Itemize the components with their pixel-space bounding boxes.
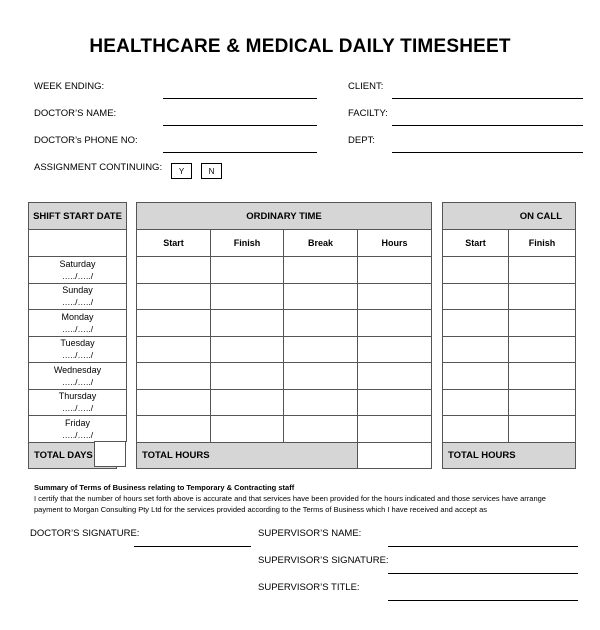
day-cell-sunday[interactable] [29, 283, 127, 310]
day-cell-wednesday[interactable] [29, 363, 127, 390]
time-cell[interactable] [284, 363, 358, 390]
time-cell[interactable] [137, 257, 211, 284]
page-title: HEALTHCARE & MEDICAL DAILY TIMESHEET [89, 36, 511, 57]
on-call-cell[interactable] [509, 389, 576, 416]
doctor-phone-field[interactable] [163, 152, 317, 153]
date-placeholder: …../…../ [61, 403, 94, 414]
shift-blank-cell [29, 230, 127, 257]
facility-label: FACILTY: [348, 108, 388, 119]
date-placeholder: …../…../ [61, 376, 94, 387]
on-call-cell[interactable] [509, 257, 576, 284]
on-call-cell[interactable] [443, 389, 509, 416]
on-call-cell[interactable] [443, 283, 509, 310]
time-cell[interactable] [137, 283, 211, 310]
ordinary-total-hours-label: TOTAL HOURS [137, 442, 358, 468]
time-cell[interactable] [358, 416, 432, 443]
doctor-phone-label: DOCTOR’s PHONE NO: [34, 135, 138, 146]
date-placeholder: …../…../ [61, 429, 94, 440]
doctor-signature-field[interactable] [134, 546, 251, 547]
date-placeholder: …../…../ [61, 323, 94, 334]
day-cell-friday[interactable] [29, 416, 127, 443]
day-name: Monday [61, 311, 94, 322]
time-cell[interactable] [211, 310, 284, 337]
day-cell-tuesday[interactable] [29, 336, 127, 363]
ordinary-finish-header: Finish [211, 230, 284, 257]
supervisor-title-label: SUPERVISOR’S TITLE: [258, 582, 360, 593]
doctor-signature-label: DOCTOR’S SIGNATURE: [30, 528, 140, 539]
time-cell[interactable] [358, 389, 432, 416]
total-days-label: TOTAL DAYS [29, 442, 127, 468]
on-call-cell[interactable] [509, 336, 576, 363]
time-cell[interactable] [137, 310, 211, 337]
on-call-finish-header: Finish [509, 230, 576, 257]
time-cell[interactable] [284, 283, 358, 310]
date-placeholder: …../…../ [61, 270, 94, 281]
on-call-header: ON CALL [443, 203, 576, 230]
time-cell[interactable] [358, 257, 432, 284]
time-cell[interactable] [137, 389, 211, 416]
day-name: Friday [64, 417, 90, 428]
on-call-cell[interactable] [443, 416, 509, 443]
doctor-name-field[interactable] [163, 125, 317, 126]
assignment-yes-checkbox[interactable]: Y [171, 163, 192, 179]
time-cell[interactable] [137, 416, 211, 443]
dept-label: DEPT: [348, 135, 375, 146]
time-cell[interactable] [358, 310, 432, 337]
day-name: Thursday [58, 391, 97, 402]
time-cell[interactable] [211, 257, 284, 284]
client-field[interactable] [392, 98, 583, 99]
time-cell[interactable] [358, 336, 432, 363]
time-cell[interactable] [284, 336, 358, 363]
time-cell[interactable] [211, 283, 284, 310]
supervisor-name-field[interactable] [388, 546, 578, 547]
supervisor-signature-field[interactable] [388, 573, 578, 574]
day-name: Wednesday [53, 364, 102, 375]
on-call-cell[interactable] [443, 363, 509, 390]
time-cell[interactable] [211, 389, 284, 416]
summary-text: I certify that the number of hours set forth above is accurate and that services have been provided for the hours indicated and those services have arrange payment to Morgan Consulting Pty Ltd for the services provided according to the Terms of Business which I have received and accept as [34, 494, 546, 514]
on-call-cell[interactable] [509, 310, 576, 337]
supervisor-signature-label: SUPERVISOR’S SIGNATURE: [258, 555, 389, 566]
time-cell[interactable] [284, 389, 358, 416]
day-cell-saturday[interactable] [29, 257, 127, 284]
time-cell[interactable] [284, 310, 358, 337]
day-cell-thursday[interactable] [29, 389, 127, 416]
time-cell[interactable] [358, 363, 432, 390]
time-cell[interactable] [358, 283, 432, 310]
week-ending-field[interactable] [163, 98, 317, 99]
time-cell[interactable] [211, 416, 284, 443]
supervisor-title-field[interactable] [388, 600, 578, 601]
client-label: CLIENT: [348, 81, 384, 92]
time-cell[interactable] [284, 416, 358, 443]
time-cell[interactable] [211, 336, 284, 363]
on-call-cell[interactable] [443, 310, 509, 337]
supervisor-name-label: SUPERVISOR’S NAME: [258, 528, 362, 539]
ordinary-break-header: Break [284, 230, 358, 257]
on-call-total-hours-label: TOTAL HOURS [443, 442, 576, 468]
on-call-start-header: Start [443, 230, 509, 257]
total-days-value[interactable] [94, 441, 126, 467]
date-placeholder: …../…../ [61, 297, 94, 308]
on-call-cell[interactable] [509, 416, 576, 443]
time-cell[interactable] [137, 336, 211, 363]
on-call-cell[interactable] [443, 336, 509, 363]
ordinary-start-header: Start [137, 230, 211, 257]
shift-date-table [28, 202, 137, 469]
facility-field[interactable] [392, 125, 583, 126]
assignment-no-checkbox[interactable]: N [201, 163, 222, 179]
time-cell[interactable] [211, 363, 284, 390]
shift-start-header: SHIFT START DATE [29, 203, 127, 230]
date-placeholder: …../…../ [61, 350, 94, 361]
dept-field[interactable] [392, 152, 583, 153]
day-name: Sunday [62, 285, 93, 296]
on-call-cell[interactable] [509, 363, 576, 390]
assignment-label: ASSIGNMENT CONTINUING: [34, 162, 163, 173]
doctor-name-label: DOCTOR’S NAME: [34, 108, 117, 119]
on-call-cell[interactable] [443, 257, 509, 284]
day-name: Tuesday [60, 338, 95, 349]
time-cell[interactable] [137, 363, 211, 390]
ordinary-time-header: ORDINARY TIME [137, 203, 432, 230]
ordinary-time-table [136, 202, 432, 469]
on-call-table [442, 202, 576, 469]
ordinary-total-hours-value[interactable] [358, 442, 432, 468]
week-ending-label: WEEK ENDING: [34, 81, 105, 92]
ordinary-hours-header: Hours [358, 230, 432, 257]
summary-title: Summary of Terms of Business relating to Temporary & Contracting staff [34, 483, 295, 492]
time-cell[interactable] [284, 257, 358, 284]
day-cell-monday[interactable] [29, 310, 127, 337]
on-call-cell[interactable] [509, 283, 576, 310]
day-name: Saturday [59, 258, 96, 269]
